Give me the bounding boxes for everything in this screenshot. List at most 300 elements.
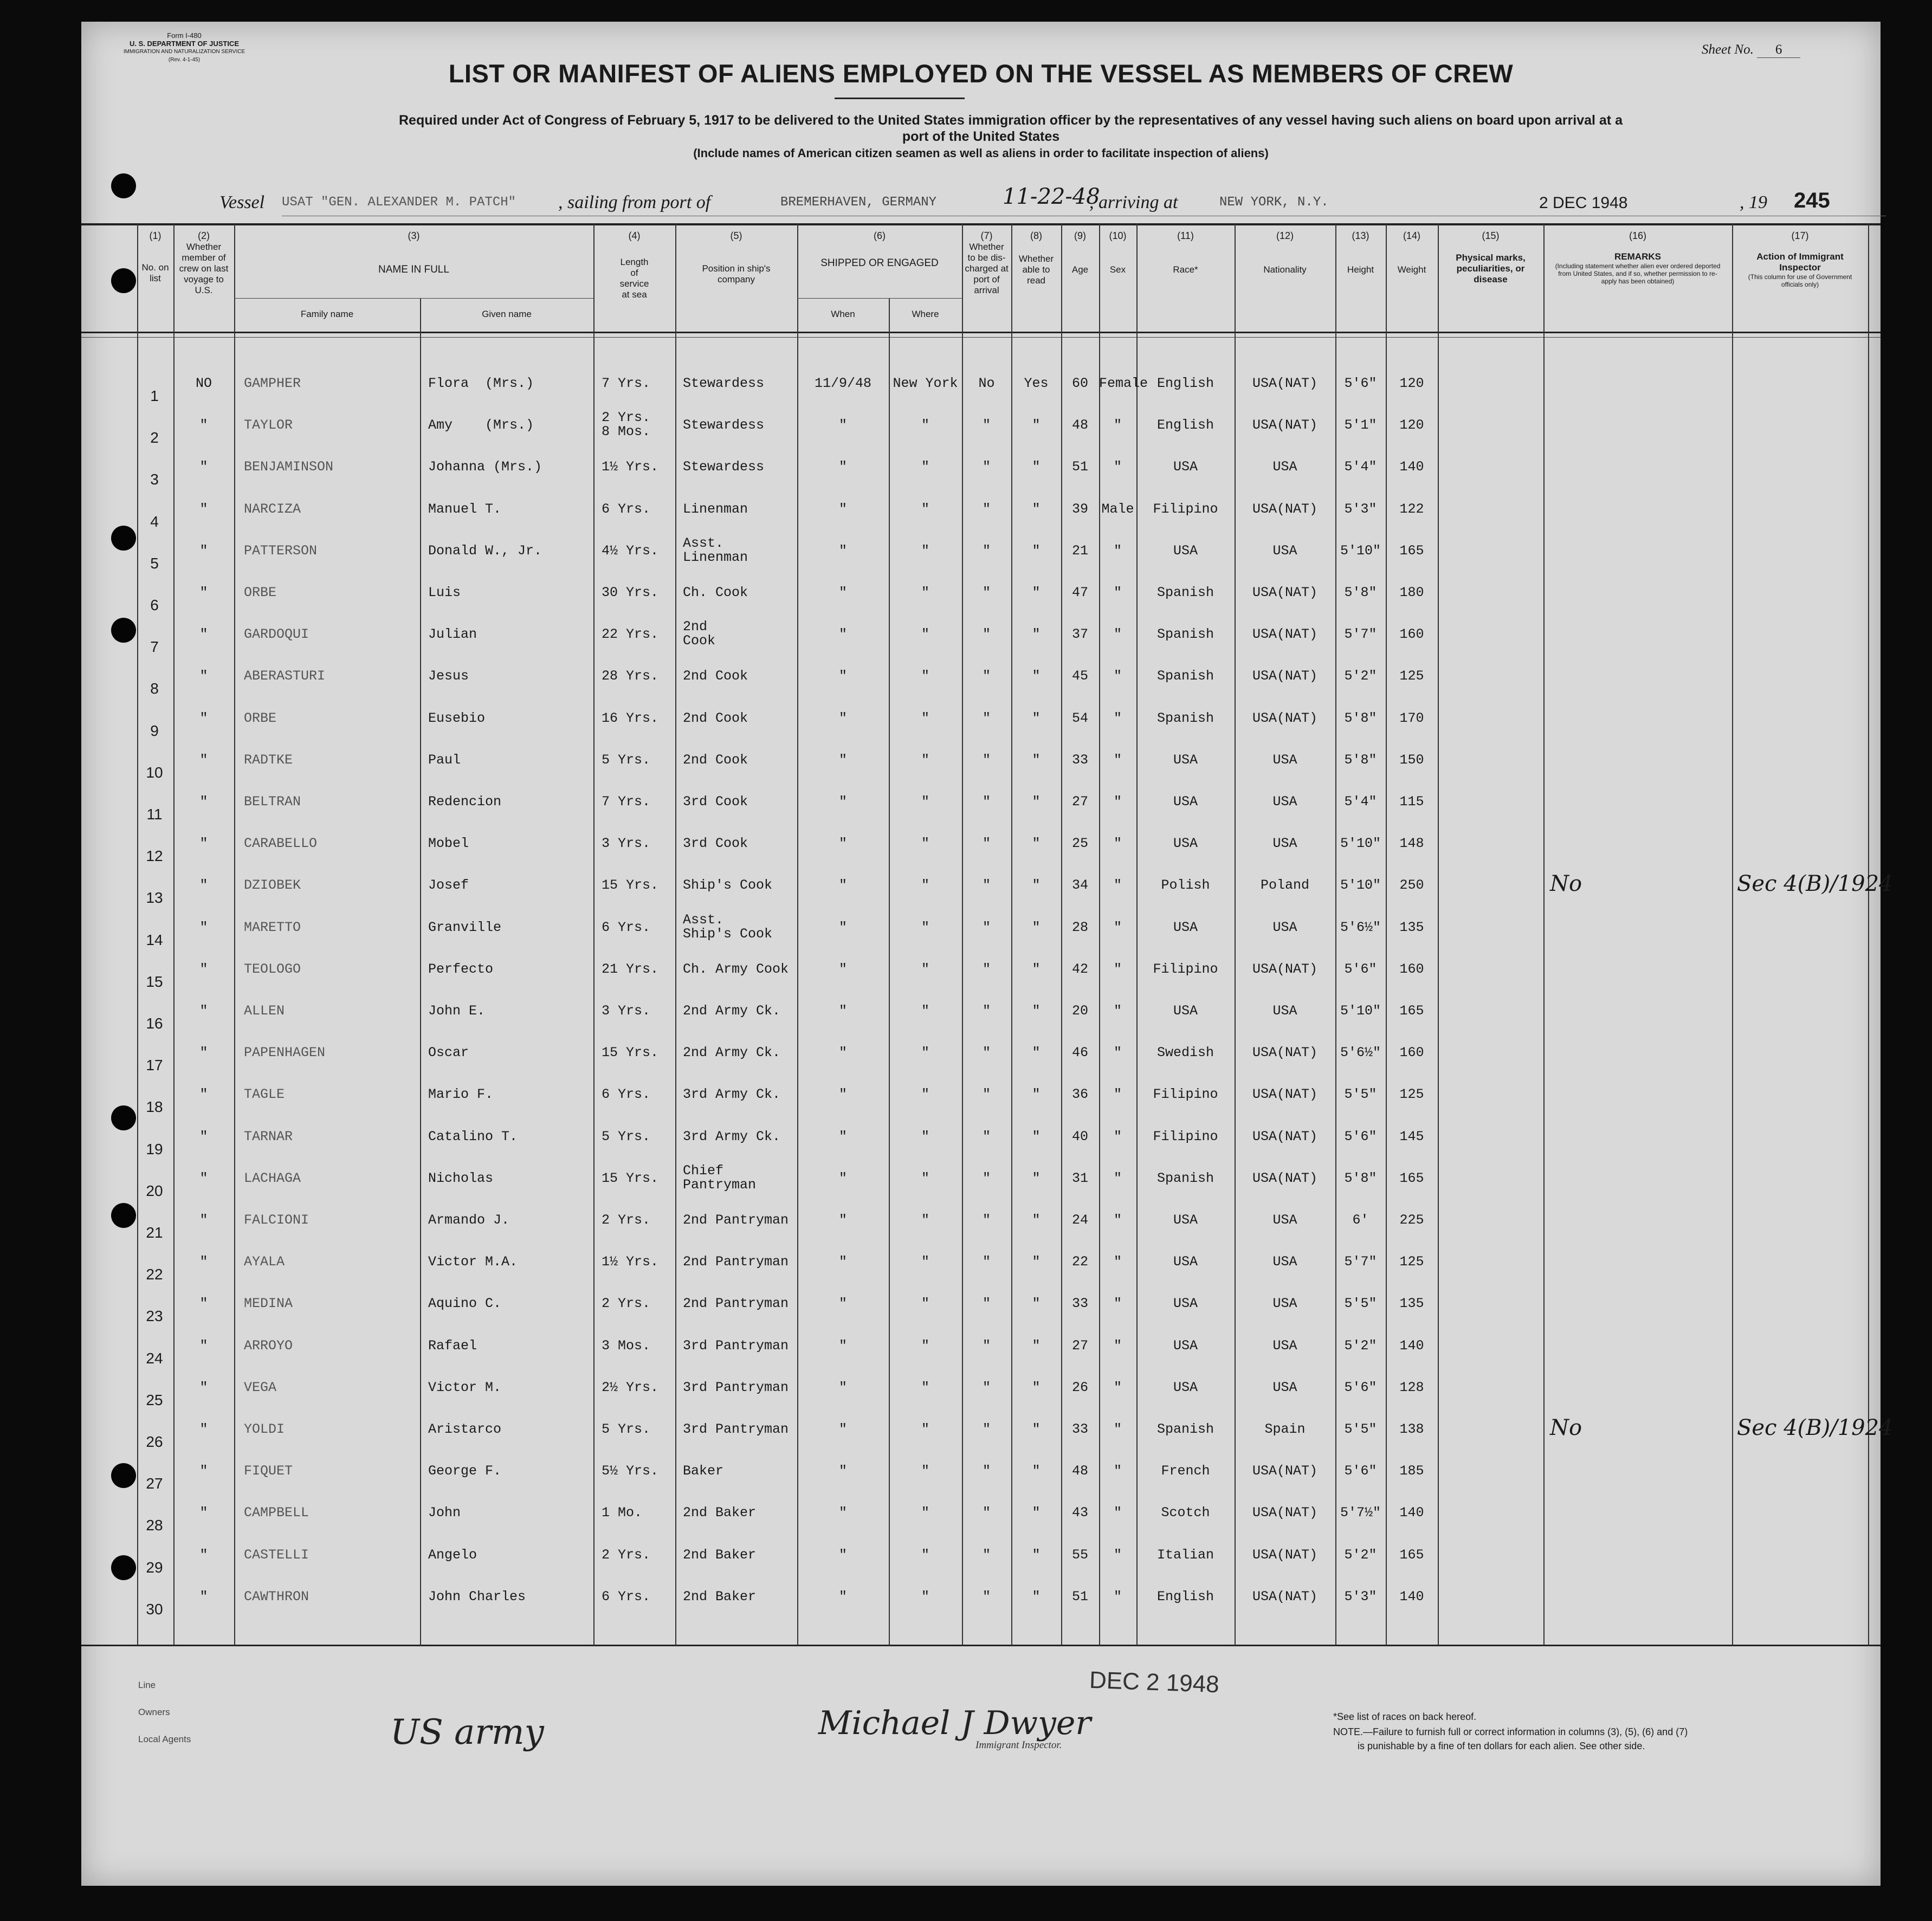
race-cell: Filipino	[1153, 501, 1218, 517]
height-cell: 5'3"	[1344, 1589, 1377, 1605]
subtitle-port: port of the United States	[902, 129, 1060, 144]
row-number: 29	[146, 1559, 163, 1576]
header-rule-2	[81, 337, 1881, 338]
position-cell: Asst. Linenman	[683, 535, 748, 565]
col7-header	[962, 230, 1011, 296]
family-name-cell: YOLDI	[244, 1421, 285, 1437]
nationality-cell: USA(NAT)	[1252, 626, 1318, 642]
sailing-date: 11-22-48	[1003, 184, 1100, 209]
shipped-when-cell: "	[838, 752, 847, 768]
shipped-where-cell: "	[921, 920, 929, 935]
last-voyage-cell: NO	[195, 376, 212, 391]
shipped-where-cell: New York	[893, 376, 958, 391]
able-to-read-cell: "	[1032, 752, 1041, 768]
height-cell: 5'8"	[1344, 1170, 1377, 1186]
given-name-cell: Julian	[428, 626, 477, 642]
family-name-cell: ORBE	[244, 710, 277, 726]
position-cell: 2nd Army Ck.	[683, 1003, 781, 1019]
able-to-read-cell: "	[1032, 1045, 1041, 1060]
shipped-where-cell: "	[921, 1045, 929, 1060]
row-number: 2	[150, 429, 159, 446]
row-number: 13	[146, 889, 163, 906]
col-number: (9)	[1074, 230, 1086, 241]
shipped-where-cell: "	[921, 1129, 929, 1144]
footer-line-label: Line	[138, 1680, 156, 1690]
given-name-cell: Perfecto	[428, 961, 494, 977]
shipped-when-cell: "	[838, 1296, 847, 1311]
race-cell: Spanish	[1156, 1421, 1214, 1437]
col-label: Age	[1071, 264, 1089, 275]
age-cell: 60	[1071, 376, 1088, 391]
last-voyage-cell: "	[199, 1589, 208, 1605]
col-label: Height	[1347, 264, 1374, 275]
family-name-cell: BELTRAN	[244, 794, 301, 810]
family-name-cell: VEGA	[244, 1380, 277, 1395]
given-name-cell: John	[428, 1505, 461, 1521]
service-length-cell: 3 Mos.	[602, 1338, 651, 1354]
last-voyage-cell: "	[199, 1129, 208, 1144]
height-cell: 5'6½"	[1340, 1045, 1381, 1060]
race-cell: Spanish	[1156, 585, 1214, 600]
given-name-cell: George F.	[428, 1463, 502, 1479]
discharge-cell: "	[982, 501, 991, 517]
row-number: 7	[150, 638, 159, 655]
sex-cell: "	[1113, 459, 1122, 475]
shipped-when-cell: "	[838, 1045, 847, 1060]
col6-when-header: When	[831, 309, 855, 319]
able-to-read-cell: "	[1032, 1003, 1041, 1019]
given-name-cell: Victor M.A.	[428, 1254, 518, 1270]
family-name-cell: AYALA	[244, 1254, 285, 1270]
age-cell: 26	[1071, 1380, 1088, 1395]
nationality-cell: USA	[1272, 836, 1297, 851]
row-number: 9	[150, 722, 159, 739]
row-number: 22	[146, 1266, 163, 1283]
discharge-cell: "	[982, 585, 991, 600]
age-cell: 20	[1071, 1003, 1088, 1019]
shipped-where-cell: "	[921, 1086, 929, 1102]
nationality-cell: USA(NAT)	[1252, 1129, 1318, 1144]
form-edition: (Rev. 4-1-45)	[168, 57, 201, 63]
nationality-cell: Spain	[1264, 1421, 1306, 1437]
sex-cell: "	[1113, 1086, 1122, 1102]
age-cell: 55	[1071, 1547, 1088, 1563]
height-cell: 5'8"	[1344, 752, 1377, 768]
position-cell: Stewardess	[683, 417, 765, 433]
col-number: (13)	[1352, 230, 1369, 241]
col-note: (Including statement whether alien ever ordered deported from United States, and if so, whether permission to re-apply has been obtained)	[1555, 262, 1721, 285]
given-name-cell: Manuel T.	[428, 501, 502, 517]
footer-owners-label: Owners	[138, 1707, 170, 1717]
service-length-cell: 6 Yrs.	[602, 1589, 651, 1605]
row-number: 6	[150, 597, 159, 613]
table-bottom-rule	[81, 1645, 1881, 1646]
given-name-cell: Granville	[428, 920, 502, 935]
form-number: Form I-480	[167, 31, 202, 40]
discharge-cell: "	[982, 710, 991, 726]
family-name-cell: ALLEN	[244, 1003, 285, 1019]
last-voyage-cell: "	[199, 1463, 208, 1479]
service-length-cell: 5 Yrs.	[602, 1129, 651, 1144]
able-to-read-cell: "	[1032, 668, 1041, 684]
service-length-cell: 22 Yrs.	[602, 626, 659, 642]
service-length-cell: 3 Yrs.	[602, 836, 651, 851]
position-cell: 3rd Cook	[683, 836, 748, 851]
col11-header	[1136, 230, 1235, 275]
shipped-when-cell: "	[838, 417, 847, 433]
race-cell: USA	[1173, 1380, 1198, 1395]
sex-cell: "	[1113, 1421, 1122, 1437]
shipped-when-cell: "	[838, 1003, 847, 1019]
given-name-cell: Jesus	[428, 668, 469, 684]
race-cell: Italian	[1156, 1547, 1214, 1563]
shipped-where-cell: "	[921, 836, 929, 851]
position-cell: 3rd Pantryman	[683, 1421, 789, 1437]
given-name-cell: Paul	[428, 752, 461, 768]
race-cell: Spanish	[1156, 668, 1214, 684]
able-to-read-cell: "	[1032, 459, 1041, 475]
height-cell: 5'6"	[1344, 1380, 1377, 1395]
discharge-cell: "	[982, 1170, 991, 1186]
shipped-when-cell: "	[838, 961, 847, 977]
sex-cell: "	[1113, 1463, 1122, 1479]
race-cell: Polish	[1161, 877, 1210, 893]
discharge-cell: "	[982, 836, 991, 851]
race-cell: USA	[1173, 543, 1198, 559]
last-voyage-cell: "	[199, 710, 208, 726]
sex-cell: "	[1113, 1003, 1122, 1019]
height-cell: 5'6"	[1344, 1129, 1377, 1144]
col12-header	[1235, 230, 1335, 275]
given-name-cell: Mobel	[428, 836, 469, 851]
position-cell: Stewardess	[683, 376, 765, 391]
col3-given-header: Given name	[482, 309, 532, 319]
height-cell: 5'8"	[1344, 585, 1377, 600]
position-cell: 2nd Pantryman	[683, 1254, 789, 1270]
sex-cell: "	[1113, 836, 1122, 851]
discharge-cell: "	[982, 1589, 991, 1605]
discharge-cell: "	[982, 417, 991, 433]
position-cell: Ship's Cook	[683, 877, 773, 893]
last-voyage-cell: "	[199, 1170, 208, 1186]
col14-header	[1386, 230, 1438, 275]
shipped-where-cell: "	[921, 626, 929, 642]
shipped-when-cell: "	[838, 1421, 847, 1437]
col17-header	[1732, 230, 1868, 288]
row-number: 10	[146, 764, 163, 781]
age-cell: 48	[1071, 417, 1088, 433]
row-number: 24	[146, 1350, 163, 1367]
nationality-cell: USA	[1272, 920, 1297, 935]
given-name-cell: Luis	[428, 585, 461, 600]
nationality-cell: Poland	[1260, 877, 1309, 893]
col-number: (4)	[628, 230, 641, 241]
nationality-cell: USA(NAT)	[1252, 1505, 1318, 1521]
sheet-number: 6	[1757, 42, 1800, 58]
col9-header	[1061, 230, 1099, 275]
inspector-signature: Michael J Dwyer	[818, 1704, 1091, 1742]
family-name-cell: LACHAGA	[244, 1170, 301, 1186]
sheet-number-block	[1702, 42, 1800, 58]
sex-cell: "	[1113, 1129, 1122, 1144]
age-cell: 45	[1071, 668, 1088, 684]
age-cell: 33	[1071, 1421, 1088, 1437]
service-length-cell: 2 Yrs.	[602, 1547, 651, 1563]
last-voyage-cell: "	[199, 961, 208, 977]
shipped-when-cell: "	[838, 920, 847, 935]
discharge-cell: "	[982, 752, 991, 768]
discharge-cell: "	[982, 1129, 991, 1144]
family-name-cell: PATTERSON	[244, 543, 318, 559]
given-name-cell: Johanna (Mrs.)	[428, 459, 542, 475]
discharge-cell: "	[982, 1045, 991, 1060]
able-to-read-cell: "	[1032, 585, 1041, 600]
family-name-cell: TEOLOGO	[244, 961, 301, 977]
able-to-read-cell: "	[1032, 1296, 1041, 1311]
nationality-cell: USA(NAT)	[1252, 1463, 1318, 1479]
sex-cell: "	[1113, 543, 1122, 559]
weight-cell: 185	[1399, 1463, 1424, 1479]
race-cell: English	[1156, 1589, 1214, 1605]
age-cell: 28	[1071, 920, 1088, 935]
subtitle-include: (Include names of American citizen seamen as well as aliens in order to facilitate inspection of aliens)	[693, 146, 1269, 160]
weight-cell: 180	[1399, 585, 1424, 600]
col-label: SHIPPED OR ENGAGED	[820, 257, 939, 269]
nationality-cell: USA(NAT)	[1252, 1589, 1318, 1605]
height-cell: 5'6"	[1344, 961, 1377, 977]
row-number: 20	[146, 1182, 163, 1199]
able-to-read-cell: "	[1032, 1463, 1041, 1479]
given-name-cell: Catalino T.	[428, 1129, 518, 1144]
race-cell: USA	[1173, 1338, 1198, 1354]
col-label: Physical marks, peculiarities, or disease	[1456, 253, 1526, 284]
weight-cell: 125	[1399, 1086, 1424, 1102]
family-name-cell: TAYLOR	[244, 417, 293, 433]
col-number: (10)	[1109, 230, 1127, 241]
col-label: Whether member of crew on last voyage to U.S.	[179, 242, 229, 295]
last-voyage-cell: "	[199, 1003, 208, 1019]
col-label: Whether able to read	[1018, 254, 1054, 286]
able-to-read-cell: "	[1032, 1338, 1041, 1354]
sheet-label: Sheet No.	[1702, 42, 1754, 57]
nationality-cell: USA(NAT)	[1252, 1547, 1318, 1563]
service-length-cell: 1 Mo.	[602, 1505, 643, 1521]
col8-header	[1011, 230, 1061, 286]
race-cell: USA	[1173, 794, 1198, 810]
col4-header	[593, 230, 675, 300]
sex-cell: "	[1113, 877, 1122, 893]
service-length-cell: 3 Yrs.	[602, 1003, 651, 1019]
able-to-read-cell: "	[1032, 1380, 1041, 1395]
discharge-cell: "	[982, 1086, 991, 1102]
family-name-cell: DZIOBEK	[244, 877, 301, 893]
given-name-cell: Nicholas	[428, 1170, 494, 1186]
nationality-cell: USA	[1272, 1338, 1297, 1354]
shipped-when-cell: "	[838, 877, 847, 893]
race-cell: USA	[1173, 1296, 1198, 1311]
row-number: 16	[146, 1015, 163, 1032]
given-name-cell: John E.	[428, 1003, 486, 1019]
weight-cell: 120	[1399, 417, 1424, 433]
punch-hole	[111, 526, 136, 551]
height-cell: 5'10"	[1340, 543, 1381, 559]
row-number: 18	[146, 1098, 163, 1115]
age-cell: 48	[1071, 1463, 1088, 1479]
sex-cell: "	[1113, 1547, 1122, 1563]
able-to-read-cell: "	[1032, 1129, 1041, 1144]
subtitle-act: Required under Act of Congress of February 5, 1917 to be delivered to the United States immigration officer by the representatives of any vessel having such aliens on board upon arrival at a	[399, 113, 1623, 128]
race-cell: Swedish	[1156, 1045, 1214, 1060]
age-cell: 51	[1071, 459, 1088, 475]
col-label: NAME IN FULL	[378, 264, 449, 275]
sex-cell: Female	[1099, 376, 1148, 391]
row-number: 1	[150, 387, 159, 404]
nationality-cell: USA	[1272, 459, 1297, 475]
shipped-when-cell: "	[838, 1129, 847, 1144]
footer-agents-label: Local Agents	[138, 1734, 191, 1744]
row-number: 28	[146, 1517, 163, 1534]
penalty-note-2: is punishable by a fine of ten dollars for each alien. See other side.	[1358, 1741, 1645, 1751]
shipped-where-cell: "	[921, 961, 929, 977]
nationality-cell: USA(NAT)	[1252, 668, 1318, 684]
col-label: Action of Immigrant Inspector	[1756, 251, 1844, 273]
race-cell: English	[1156, 417, 1214, 433]
last-voyage-cell: "	[199, 543, 208, 559]
weight-cell: 138	[1399, 1421, 1424, 1437]
given-name-cell: Aristarco	[428, 1421, 502, 1437]
family-name-cell: FIQUET	[244, 1463, 293, 1479]
col-number: (7)	[980, 230, 993, 241]
position-cell: Chief Pantryman	[683, 1163, 757, 1193]
sex-cell: "	[1113, 1212, 1122, 1228]
given-name-cell: Angelo	[428, 1547, 477, 1563]
nationality-cell: USA(NAT)	[1252, 710, 1318, 726]
able-to-read-cell: "	[1032, 961, 1041, 977]
height-cell: 5'10"	[1340, 1003, 1381, 1019]
position-cell: 3rd Cook	[683, 794, 748, 810]
nationality-cell: USA	[1272, 1212, 1297, 1228]
service: IMMIGRATION AND NATURALIZATION SERVICE	[123, 49, 245, 55]
service-length-cell: 21 Yrs.	[602, 961, 659, 977]
shipped-where-cell: "	[921, 1296, 929, 1311]
shipped-when-cell: "	[838, 1212, 847, 1228]
nationality-cell: USA(NAT)	[1252, 501, 1318, 517]
discharge-cell: "	[982, 1003, 991, 1019]
shipped-when-cell: "	[838, 459, 847, 475]
sex-cell: "	[1113, 1254, 1122, 1270]
col5-header	[675, 230, 797, 285]
weight-cell: 150	[1399, 752, 1424, 768]
weight-cell: 140	[1399, 1338, 1424, 1354]
nationality-cell: USA(NAT)	[1252, 1045, 1318, 1060]
service-length-cell: 28 Yrs.	[602, 668, 659, 684]
last-voyage-cell: "	[199, 585, 208, 600]
shipped-where-cell: "	[921, 1212, 929, 1228]
able-to-read-cell: "	[1032, 1421, 1041, 1437]
manifest-sheet	[81, 22, 1893, 1886]
family-name-cell: RADTKE	[244, 752, 293, 768]
height-cell: 5'2"	[1344, 1338, 1377, 1354]
able-to-read-cell: "	[1032, 1254, 1041, 1270]
given-name-cell: Josef	[428, 877, 469, 893]
header-bottom-rule	[81, 332, 1881, 333]
age-cell: 47	[1071, 585, 1088, 600]
position-cell: 2nd Cook	[683, 619, 716, 649]
service-length-cell: 6 Yrs.	[602, 1086, 651, 1102]
sex-cell: "	[1113, 417, 1122, 433]
punch-hole	[111, 173, 136, 198]
col-number: (16)	[1629, 230, 1646, 241]
race-cell: Spanish	[1156, 1170, 1214, 1186]
service-length-cell: 7 Yrs.	[602, 794, 651, 810]
sex-cell: "	[1113, 1338, 1122, 1354]
weight-cell: 140	[1399, 1505, 1424, 1521]
col-number: (2)	[198, 230, 210, 241]
col-number: (8)	[1030, 230, 1042, 241]
height-cell: 5'2"	[1344, 1547, 1377, 1563]
nationality-cell: USA(NAT)	[1252, 1170, 1318, 1186]
last-voyage-cell: "	[199, 1254, 208, 1270]
discharge-cell: "	[982, 1547, 991, 1563]
age-cell: 39	[1071, 501, 1088, 517]
service-length-cell: 1½ Yrs.	[602, 459, 659, 475]
last-voyage-cell: "	[199, 1296, 208, 1311]
family-name-cell: GARDOQUI	[244, 626, 309, 642]
family-name-cell: NARCIZA	[244, 501, 301, 517]
family-name-cell: CASTELLI	[244, 1547, 309, 1563]
height-cell: 5'5"	[1344, 1296, 1377, 1311]
sex-cell: "	[1113, 1170, 1122, 1186]
age-cell: 36	[1071, 1086, 1088, 1102]
last-voyage-cell: "	[199, 501, 208, 517]
weight-cell: 115	[1399, 794, 1424, 810]
family-name-cell: MARETTO	[244, 920, 301, 935]
able-to-read-cell: "	[1032, 1086, 1041, 1102]
position-cell: 3rd Pantryman	[683, 1380, 789, 1395]
col-label: Whether to be dis-charged at port of arrival	[965, 242, 1009, 295]
col-number: (11)	[1177, 230, 1194, 241]
col-label: Sex	[1109, 264, 1126, 275]
service-length-cell: 1½ Yrs.	[602, 1254, 659, 1270]
col-label: Race*	[1173, 264, 1198, 275]
position-cell: 3rd Army Ck.	[683, 1129, 781, 1144]
discharge-cell: "	[982, 920, 991, 935]
age-cell: 27	[1071, 1338, 1088, 1354]
position-cell: 3rd Army Ck.	[683, 1086, 781, 1102]
discharge-cell: "	[982, 1505, 991, 1521]
row-number: 27	[146, 1475, 163, 1492]
col16-header	[1543, 230, 1732, 285]
given-name-cell: Mario F.	[428, 1086, 494, 1102]
able-to-read-cell: Yes	[1024, 376, 1049, 391]
nationality-cell: USA	[1272, 1380, 1297, 1395]
department: U. S. DEPARTMENT OF JUSTICE	[130, 40, 239, 48]
family-name-cell: PAPENHAGEN	[244, 1045, 326, 1060]
sex-cell: Male	[1101, 501, 1134, 517]
shipped-where-cell: "	[921, 1421, 929, 1437]
inspector-label: Immigrant Inspector.	[975, 1739, 1062, 1751]
nationality-cell: USA(NAT)	[1252, 376, 1318, 391]
height-cell: 5'5"	[1344, 1086, 1377, 1102]
col-number: (14)	[1403, 230, 1420, 241]
race-cell: English	[1156, 376, 1214, 391]
age-cell: 43	[1071, 1505, 1088, 1521]
age-cell: 51	[1071, 1589, 1088, 1605]
nationality-cell: USA	[1272, 1296, 1297, 1311]
last-voyage-cell: "	[199, 1505, 208, 1521]
shipped-where-cell: "	[921, 1003, 929, 1019]
given-name-cell: Victor M.	[428, 1380, 502, 1395]
